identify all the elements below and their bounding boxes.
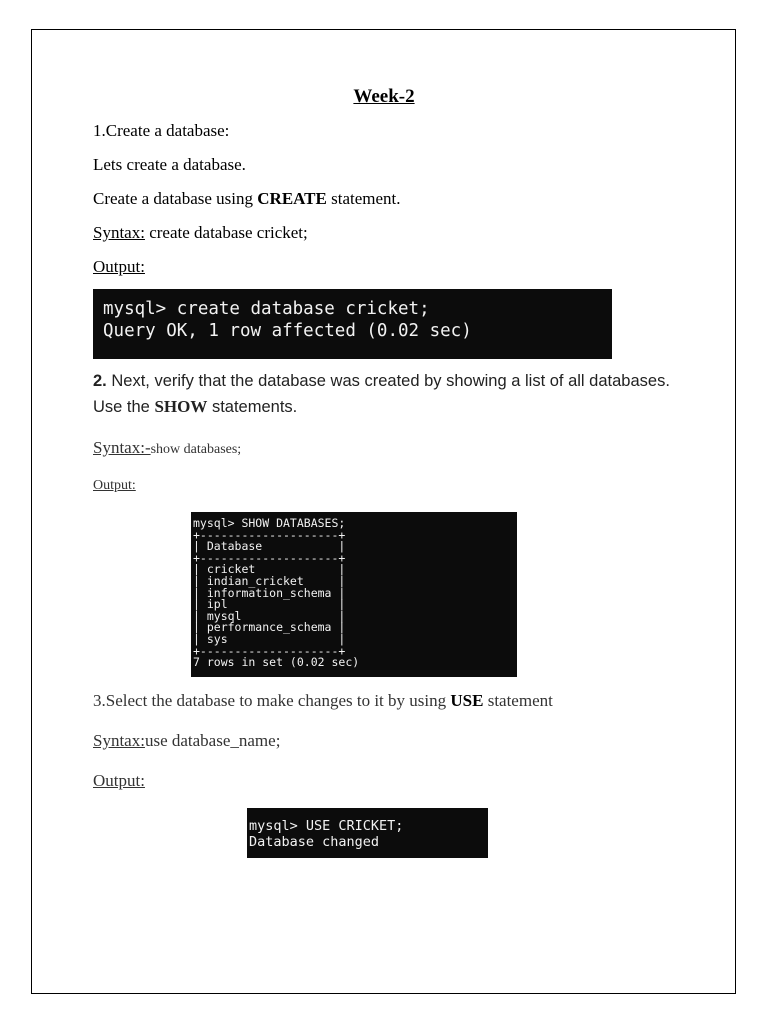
section1-heading: 1.Create a database: bbox=[93, 121, 230, 140]
syntax-label: Syntax: bbox=[93, 223, 145, 242]
terminal-line: 7 rows in set (0.02 sec) bbox=[193, 655, 360, 670]
terminal-line: Query OK, 1 row affected (0.02 sec) bbox=[103, 321, 472, 341]
terminal-line: mysql> USE CRICKET; bbox=[249, 818, 404, 834]
statement-prefix: Create a database using bbox=[93, 189, 258, 208]
syntax-text: create database cricket; bbox=[144, 223, 308, 242]
terminal-line: | indian_cricket | bbox=[193, 573, 346, 588]
section1-statement bbox=[93, 189, 401, 209]
terminal-show-databases bbox=[191, 512, 517, 677]
syntax-label: Syntax:- bbox=[93, 438, 151, 457]
terminal-line: mysql> create database cricket; bbox=[103, 299, 430, 319]
terminal-line: +--------------------+ bbox=[193, 643, 346, 658]
section2-text bbox=[93, 368, 683, 420]
section3-output-label: Output: bbox=[93, 771, 145, 790]
section3-text bbox=[93, 691, 553, 711]
terminal-line: | sys | bbox=[193, 631, 346, 646]
section3-syntax bbox=[93, 731, 280, 751]
terminal-line: +--------------------+ bbox=[193, 527, 346, 542]
terminal-line: | Database | bbox=[193, 539, 346, 554]
terminal-line: Database changed bbox=[249, 834, 380, 850]
section2-text-suffix: statements. bbox=[207, 398, 298, 416]
section3-text-suffix: statement bbox=[483, 691, 553, 710]
section2-syntax bbox=[93, 438, 241, 458]
terminal-create-database bbox=[93, 289, 612, 359]
use-keyword: USE bbox=[450, 691, 484, 710]
syntax-text: show databases; bbox=[150, 442, 242, 457]
terminal-line: | information_schema | bbox=[193, 585, 346, 600]
show-keyword: SHOW bbox=[154, 397, 208, 416]
section1-syntax bbox=[93, 223, 308, 243]
section2-number: 2. bbox=[93, 372, 107, 390]
section3-text-prefix: 3.Select the database to make changes to it by using bbox=[93, 691, 451, 710]
terminal-line: | ipl | bbox=[193, 597, 346, 612]
page-title: Week-2 bbox=[353, 86, 415, 107]
terminal-line: mysql> SHOW DATABASES; bbox=[193, 516, 346, 530]
section1-output-label: Output: bbox=[93, 257, 145, 276]
section2-output-label: Output: bbox=[93, 478, 136, 493]
terminal-use-database bbox=[247, 808, 488, 858]
terminal-line: | performance_schema | bbox=[193, 620, 346, 635]
terminal-line: | cricket | bbox=[193, 562, 346, 577]
syntax-text: use database_name; bbox=[144, 731, 281, 750]
statement-suffix: statement. bbox=[326, 189, 401, 208]
syntax-label: Syntax: bbox=[93, 731, 145, 750]
terminal-line: +--------------------+ bbox=[193, 550, 346, 565]
terminal-line: | mysql | bbox=[193, 608, 346, 623]
create-keyword: CREATE bbox=[257, 189, 327, 208]
section2-text-prefix: Next, verify that the database was created by showing a list of all databases. Use the bbox=[93, 372, 670, 416]
section1-intro: Lets create a database. bbox=[93, 155, 246, 174]
